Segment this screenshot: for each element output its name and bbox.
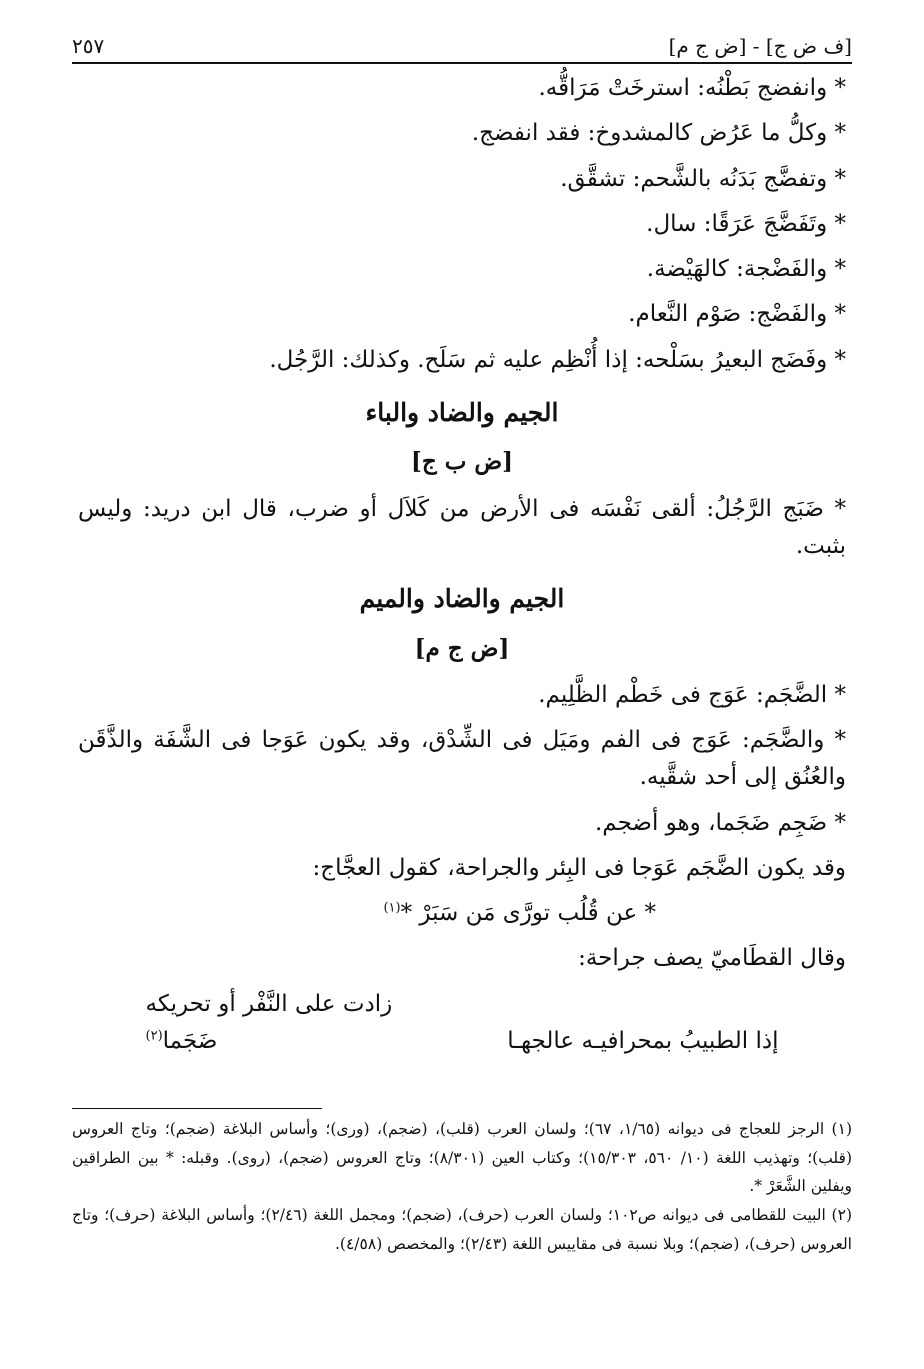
page-header: [72, 28, 852, 64]
entry-line: * ضَجِم ضَجَما، وهو أضجم.: [594, 809, 846, 836]
footnote-1: (١) الرجز للعجاج فى ديوانه (١/٦٥، ٦٧)؛ ولسان العرب (قلب)، (ضجم)، (ورى)؛ وأساس البلاغة (ضجم)؛ وتاج العروس (قلب)؛ وتهذيب اللغة (١٠/ ٥٦٠، ١٥/٣٠٣)؛ وكتاب العين (٨/٣٠١)؛ وتاج العروس (ضجم)، (روى). وقبله: * بين الطراقين ويفلين الشَّعَرْ *.: [72, 1120, 853, 1196]
entry-line: * ضَبَج الرَّجُلُ: ألقى نَفْسَه فى الأرض من كَلاَل أو ضرب، قال ابن دريد: وليس بثبت.: [78, 495, 846, 559]
page-number: ٢٥٧: [72, 34, 105, 58]
main-text: [78, 70, 846, 1068]
entry-line: * والفَضْج: صَوْم النَّعام.: [628, 301, 846, 328]
footnote-divider: [72, 1108, 322, 1109]
footnote-mark-1: (١): [383, 900, 401, 916]
entry-line: * وتَفَضَّجَ عَرَقًا: سال.: [646, 210, 846, 237]
footnote-mark-2: (٢): [145, 1028, 163, 1044]
entry-line: * والضَّجَم: عَوَج فى الفم ومَيَل فى الشِّدْق، وقد يكون عَوَجا فى الشَّفَة والذَّقَن والعُنُق إلى أحد شقَّيه.: [78, 727, 846, 791]
quote-intro: وقد يكون الضَّجَم عَوَجا فى البِئر والجراحة، كقول العجَّاج:: [312, 854, 846, 881]
verse-ajjaj: [78, 895, 846, 932]
entry-line: * وفَضَج البعيرُ بسَلْحه: إذا أُنْظِم عليه ثم سَلَح. وكذلك: الرَّجُل.: [269, 346, 846, 373]
verse-qutami: [78, 986, 846, 1061]
entry-line: * وانفضج بَطْنُه: استرخَتْ مَرَاقُّه.: [538, 75, 846, 101]
footnote-2: (٢) البيت للقطامى فى ديوانه ص١٠٢؛ ولسان العرب (حرف)، (ضجم)؛ ومجمل اللغة (٢/٤٦)؛ وأساس البلاغة (حرف)؛ وتاج العروس (حرف)، (ضجم)؛ وبلا نسبة فى مقاييس اللغة (٢/٤٣)؛ والمخصص (٤/٥٨).: [72, 1206, 852, 1253]
verse-first-hemistich: إذا الطبيبُ بمحرافيـه عالجهـا: [507, 1027, 779, 1054]
verse-second-text: زادت على النَّفْر أو تحريكه ضَجَما: [145, 990, 393, 1054]
footnotes: [72, 1108, 852, 1258]
section-title-jim-dad-mim: الجيم والضاد والميم: [359, 584, 565, 613]
section-title-jim-dad-ba: الجيم والضاد والباء: [365, 397, 559, 427]
quote-intro: وقال القطَاميّ يصف جراحة:: [578, 945, 846, 972]
root-heading-dbj: [ض ب ج]: [410, 448, 514, 476]
verse-text: * عن قُلُب تورَّى مَن سَبَرْ *: [400, 900, 656, 926]
running-head: [ف ض ج] - [ض ج م]: [668, 34, 852, 58]
entry-line: * والفَضْجة: كالهَيْضة.: [646, 256, 846, 282]
entry-line: * وتفضَّج بَدَنُه بالشَّحم: تشقَّق.: [560, 165, 846, 192]
entry-line: * وكلُّ ما عَرُض كالمشدوخ: فقد انفضج.: [471, 120, 846, 147]
root-heading-djm: [ض ج م]: [414, 634, 510, 662]
verse-second-hemistich: [146, 986, 462, 1061]
entry-line: * الضَّجَم: عَوَج فى خَطْم الظَّلِيم.: [538, 681, 846, 708]
